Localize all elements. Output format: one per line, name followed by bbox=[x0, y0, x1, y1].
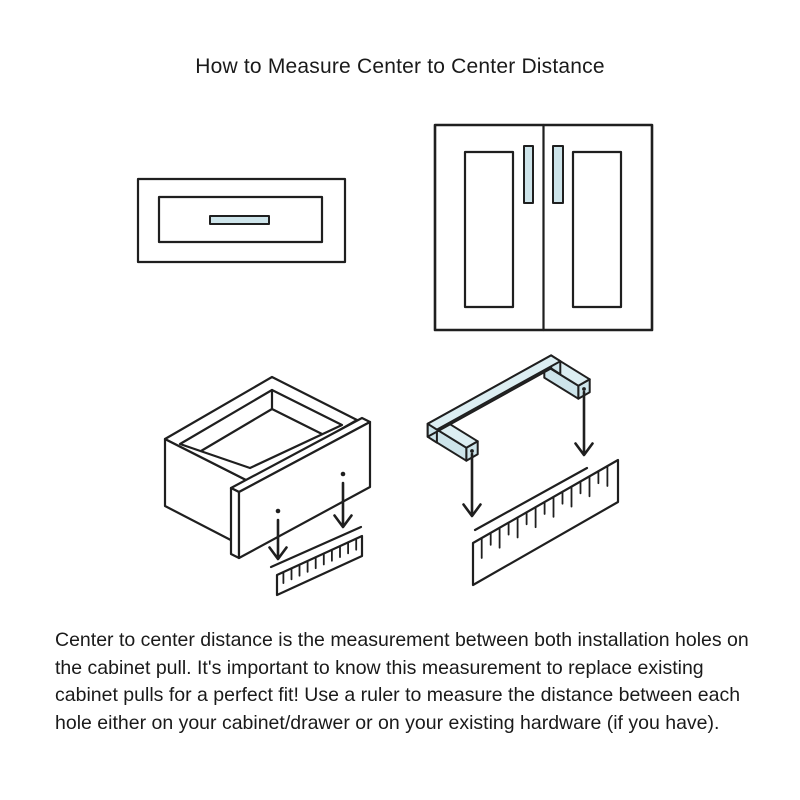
cabinet-doors-illustration bbox=[425, 115, 660, 340]
left-door-panel bbox=[465, 152, 513, 307]
drawer-pull-icon bbox=[210, 216, 269, 224]
left-hole-dot bbox=[276, 509, 281, 514]
right-door-panel bbox=[573, 152, 621, 307]
left-measure-arrow-icon bbox=[464, 454, 481, 516]
right-measure-arrow-icon bbox=[576, 392, 593, 455]
pull-measurement-illustration bbox=[420, 350, 650, 600]
ruler-body bbox=[473, 460, 618, 585]
drawer-panel-side-edge bbox=[231, 488, 239, 558]
drawer-measurement-illustration bbox=[140, 360, 390, 610]
left-door-pull-icon bbox=[524, 146, 533, 203]
left-screw-hole-dot bbox=[470, 449, 474, 453]
right-door-pull-icon bbox=[553, 146, 563, 203]
drawer-front-illustration bbox=[136, 177, 348, 265]
page-title: How to Measure Center to Center Distance bbox=[195, 55, 605, 78]
description-text: Center to center distance is the measurement between both installation holes on the cabinet pull. It's important to know this measurement to replace existing cabinet pulls for a perfect fit! Use a ruler to measure the distance between each hole either on your cabinet/drawer or on your existing hardware (if you have). bbox=[55, 629, 749, 734]
right-screw-hole-dot bbox=[582, 387, 586, 391]
pull-bar-top bbox=[428, 355, 561, 429]
right-hole-dot bbox=[341, 472, 346, 477]
